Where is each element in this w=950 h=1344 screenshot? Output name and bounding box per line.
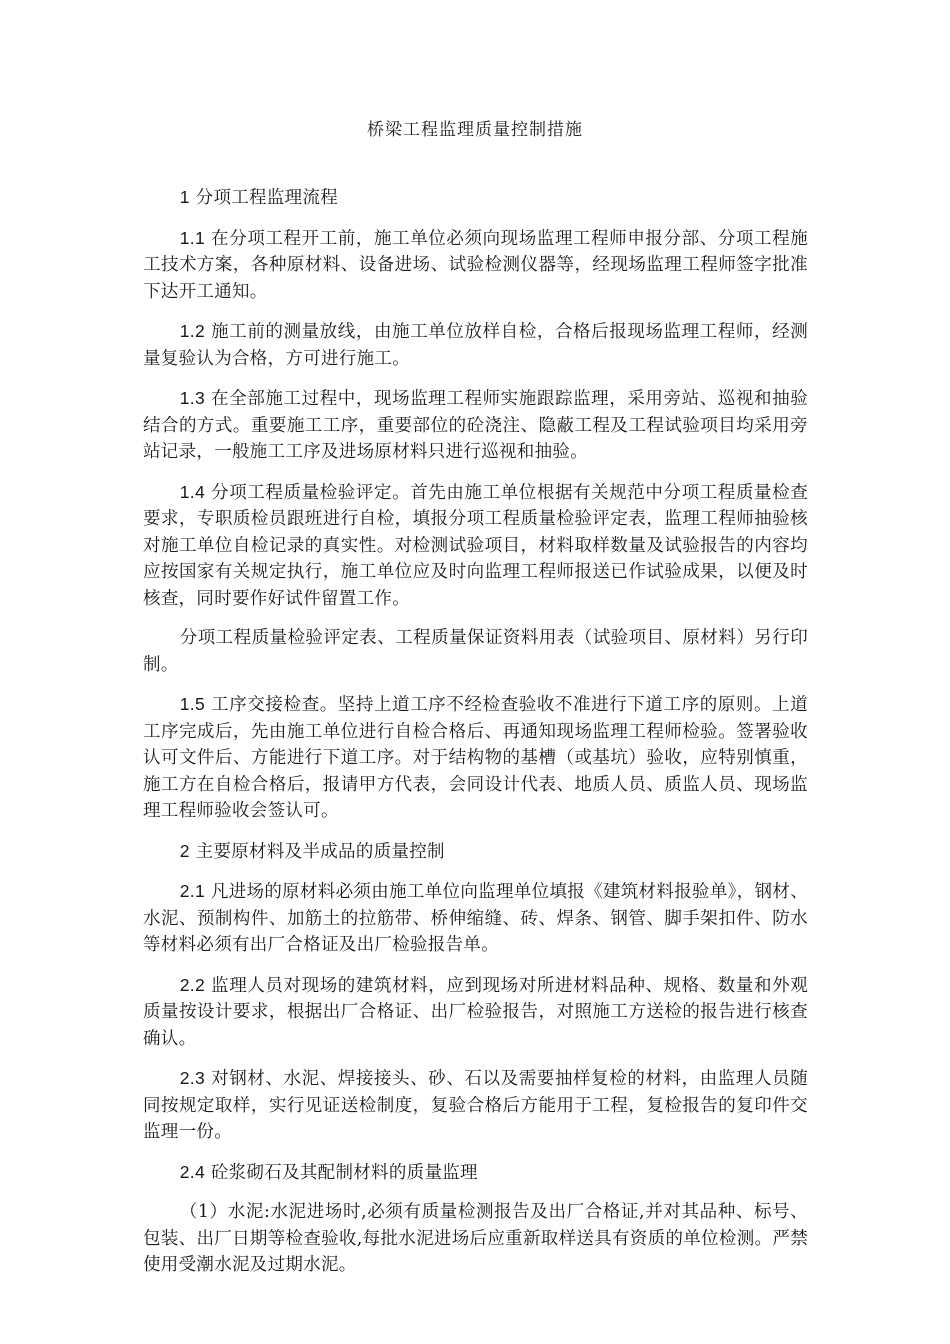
- paragraph-text: 在全部施工过程中，现场监理工程师实施跟踪监理，采用旁站、巡视和抽验结合的方式。重要施工工序，重要部位的砼浇注、隐蔽工程及工程试验项目均采用旁站记录，一般施工工序及进场原材料只进行巡视和抽验。: [143, 389, 808, 462]
- paragraph-text: 工序交接检查。坚持上道工序不经检查验收不准进行下道工序的原则。上道工序完成后，先由施工单位进行自检合格后、再通知现场监理工程师检验。签署验收认可文件后、方能进行下道工序。对于结构物的基槽（或基坑）验收，应特别慎重，施工方在自检合格后，报请甲方代表，会同设计代表、地质人员、质监人员、现场监理工程师验收会签认可。: [143, 695, 808, 821]
- section-number: 2.2: [179, 974, 205, 995]
- section-number: 1.4: [179, 481, 205, 502]
- section-number: 2.4: [179, 1161, 205, 1182]
- section-number: 1: [179, 187, 190, 207]
- paragraph-text: 分项工程质量检验评定。首先由施工单位根据有关规范中分项工程质量检查要求，专职质检员跟班进行自检，填报分项工程质量检验评定表，监理工程师抽验核对施工单位自检记录的真实性。对检测试验项目，材料取样数量及试验报告的内容均应按国家有关规定执行，施工单位应及时向监理工程师报送已作试验成果，以便及时核查，同时要作好试件留置工作。: [143, 482, 808, 609]
- paragraph-2-3: [143, 1065, 808, 1146]
- paragraph-text: 分项工程监理流程: [189, 188, 339, 208]
- paragraph-note: [143, 625, 808, 678]
- paragraph-1-3: [143, 385, 808, 466]
- section-number: 1.3: [179, 388, 205, 408]
- paragraph-2-1: [143, 878, 808, 959]
- paragraph-text: （1）水泥:水泥进场时,必须有质量检测报告及出厂合格证,并对其品种、标号、包装、出厂日期等检查验收,每批水泥进场后应重新取样送具有资质的单位检测。严禁使用受潮水泥及过期水泥。: [143, 1202, 808, 1275]
- paragraph-2: [143, 838, 808, 866]
- paragraph-text: 在分项工程开工前，施工单位必须向现场监理工程师申报分部、分项工程施工技术方案，各种原材料、设备进场、试验检测仪器等，经现场监理工程师签字批准下达开工通知。: [143, 228, 808, 302]
- paragraph-text: 分项工程质量检验评定表、工程质量保证资料用表（试验项目、原材料）另行印制。: [143, 628, 808, 675]
- paragraph-1-5: [143, 691, 808, 825]
- paragraph-text: 施工前的测量放线，由施工单位放样自检，合格后报现场监理工程师，经测量复验认为合格，方可进行施工。: [143, 322, 808, 369]
- section-number: 1.5: [179, 694, 205, 714]
- section-number: 1.1: [179, 227, 205, 248]
- paragraph-text: 对钢材、水泥、焊接接头、砂、石以及需要抽样复检的材料，由监理人员随同按规定取样，实行见证送检制度，复验合格后方能用于工程，复检报告的复印件交监理一份。: [143, 1069, 808, 1142]
- paragraph-1-2: [143, 318, 808, 372]
- paragraph-text: 监理人员对现场的建筑材料，应到现场对所进材料品种、规格、数量和外观质量按设计要求，根据出厂合格证、出厂检验报告，对照施工方送检的报告进行核查确认。: [143, 975, 808, 1049]
- paragraph-text: 主要原材料及半成品的质量控制: [189, 841, 445, 862]
- document-body: [143, 184, 808, 1292]
- paragraph-1-1: [143, 225, 808, 306]
- paragraph-text: 凡进场的原材料必须由施工单位向监理单位填报《建筑材料报验单》，钢材、水泥、预制构件、加筋土的拉筋带、桥伸缩缝、砖、焊条、钢管、脚手架扣件、防水等材料必须有出厂合格证及出厂检验报告单。: [143, 882, 808, 955]
- document-title: 桥梁工程监理质量控制措施: [367, 120, 583, 140]
- paragraph-1-4: [143, 479, 808, 613]
- paragraph-text: 砼浆砌石及其配制材料的质量监理: [204, 1162, 478, 1183]
- section-number: 2: [179, 840, 190, 861]
- paragraph-2-2: [143, 972, 808, 1053]
- paragraph-1: [143, 184, 808, 212]
- paragraph-cement: [143, 1199, 808, 1279]
- section-number: 1.2: [179, 321, 205, 341]
- paragraph-2-4: [143, 1159, 808, 1187]
- section-number: 2.1: [179, 881, 205, 901]
- section-number: 2.3: [179, 1068, 205, 1088]
